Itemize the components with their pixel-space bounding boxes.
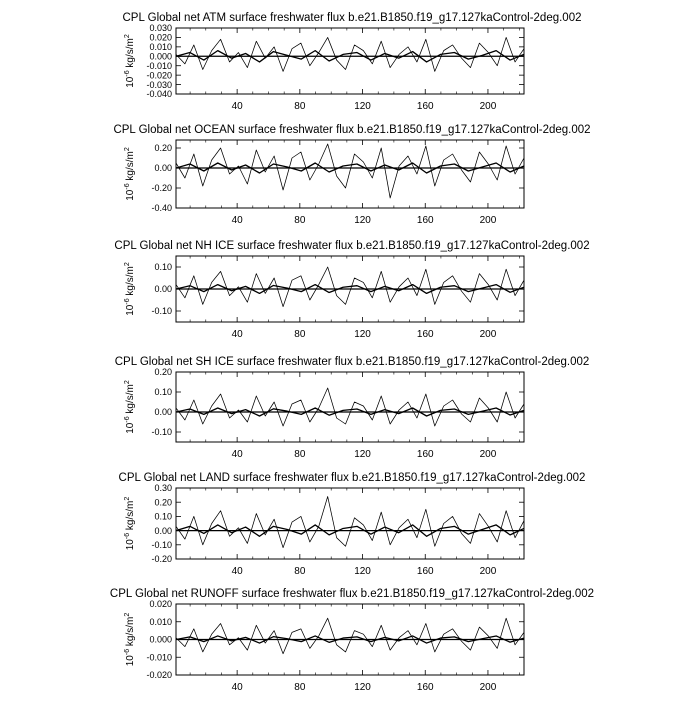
y-axis-label-power: 2 <box>124 262 131 267</box>
x-tick-label: 200 <box>479 449 497 460</box>
x-tick-label: 200 <box>479 215 497 226</box>
x-tick-label: 80 <box>294 215 306 226</box>
data-series-1 <box>176 144 524 198</box>
y-tick-label: -0.40 <box>151 203 172 214</box>
y-tick-label: -0.10 <box>151 540 172 550</box>
x-tick-label: 40 <box>231 566 243 577</box>
y-axis-label-base: 10 <box>125 539 136 551</box>
chart-panel-3 <box>114 240 589 340</box>
y-tick-label: 0.010 <box>149 42 172 53</box>
y-axis-label <box>124 34 136 88</box>
chart-panel-4 <box>115 356 590 460</box>
x-tick-label: 40 <box>231 682 243 693</box>
y-tick-label: 0.30 <box>154 483 172 494</box>
data-series-1 <box>176 618 524 654</box>
y-tick-label: 0.020 <box>149 599 172 610</box>
y-axis-label-units: kg/s/m <box>125 151 136 184</box>
x-tick-label: 120 <box>354 215 371 226</box>
x-tick-label: 200 <box>479 101 497 112</box>
chart-title: CPL Global net OCEAN surface freshwater flux b.e21.B1850.f19_g17.127kaControl-2deg.002 <box>113 124 591 136</box>
chart-title: CPL Global net LAND surface freshwater flux b.e21.B1850.f19_g17.127kaControl-2deg.002 <box>118 472 586 484</box>
plot-frame <box>176 28 524 94</box>
y-tick-label: 0.000 <box>149 51 172 62</box>
y-axis-label <box>124 497 136 551</box>
plot-frame <box>176 372 524 442</box>
y-axis-label-units: kg/s/m <box>125 384 136 417</box>
x-tick-label: 160 <box>416 682 434 693</box>
y-axis-label-exponent: -6 <box>124 648 131 656</box>
x-tick-label: 40 <box>231 449 243 460</box>
y-axis-label-power: 2 <box>124 34 131 39</box>
x-tick-label: 80 <box>294 101 306 112</box>
chart-title: CPL Global net RUNOFF surface freshwater flux b.e21.B1850.f19_g17.127kaControl-2deg.002 <box>109 588 595 600</box>
y-tick-label: -0.20 <box>151 183 172 194</box>
y-axis-label-power: 2 <box>124 496 131 501</box>
data-series-1 <box>176 388 524 426</box>
x-tick-label: 80 <box>294 449 306 460</box>
x-tick-label: 160 <box>416 101 434 112</box>
x-tick-label: 160 <box>416 329 434 340</box>
y-tick-label: 0.030 <box>149 23 172 34</box>
y-tick-label: 0.10 <box>154 387 172 398</box>
y-axis-label-units: kg/s/m <box>125 616 136 649</box>
y-axis-label-exponent: -6 <box>124 298 131 305</box>
x-tick-label: 160 <box>416 215 434 226</box>
x-tick-label: 200 <box>479 329 497 340</box>
x-tick-label: 40 <box>231 329 243 340</box>
y-tick-label: -0.040 <box>146 89 172 100</box>
y-tick-label: -0.10 <box>151 427 172 438</box>
y-tick-label: 0.20 <box>154 497 172 508</box>
y-tick-label: 0.00 <box>154 407 172 418</box>
y-axis-label-power: 2 <box>124 612 131 617</box>
x-tick-label: 80 <box>294 329 306 340</box>
y-tick-label: -0.10 <box>151 306 172 317</box>
x-tick-label: 120 <box>354 329 371 340</box>
chart-title: CPL Global net NH ICE surface freshwater flux b.e21.B1850.f19_g17.127kaControl-2deg.002 <box>114 240 590 252</box>
x-tick-label: 120 <box>354 101 371 112</box>
x-tick-label: 120 <box>354 566 371 577</box>
x-tick-label: 200 <box>479 566 497 577</box>
y-tick-label: 0.10 <box>154 511 172 522</box>
y-axis-label-power: 2 <box>124 380 131 385</box>
y-tick-label: 0.00 <box>154 525 172 536</box>
y-tick-label: 0.00 <box>154 284 172 295</box>
x-tick-label: 80 <box>294 566 306 577</box>
y-tick-label: -0.010 <box>146 652 172 663</box>
x-tick-label: 160 <box>416 566 434 577</box>
y-axis-label-base: 10 <box>125 655 136 667</box>
y-axis-label-base: 10 <box>125 422 136 434</box>
chart-panel-2 <box>113 124 590 226</box>
y-tick-label: -0.010 <box>146 60 172 71</box>
y-tick-label: -0.030 <box>146 79 172 90</box>
y-axis-label-exponent: -6 <box>124 416 131 423</box>
y-axis-label <box>124 613 136 667</box>
chart-panel-1 <box>122 12 581 112</box>
y-tick-label: 0.010 <box>149 616 172 627</box>
y-axis-label-exponent: -6 <box>124 532 131 540</box>
y-tick-label: -0.020 <box>146 670 172 681</box>
y-axis-label-units: kg/s/m <box>125 38 136 71</box>
chart-title: CPL Global net SH ICE surface freshwater flux b.e21.B1850.f19_g17.127kaControl-2deg.002 <box>114 356 590 368</box>
y-axis-label-exponent: -6 <box>124 70 131 77</box>
plot-frame <box>176 488 524 559</box>
chart-panel-6 <box>110 588 594 693</box>
chart-title: CPL Global net ATM surface freshwater flux b.e21.B1850.f19_g17.127kaControl-2deg.002 <box>122 12 582 24</box>
y-axis-label-power: 2 <box>124 147 131 152</box>
y-tick-label: 0.10 <box>154 262 172 273</box>
y-tick-label: 0.000 <box>149 634 172 645</box>
y-tick-label: 0.00 <box>154 163 172 174</box>
x-tick-label: 40 <box>231 101 243 112</box>
y-tick-label: -0.020 <box>146 70 172 81</box>
x-tick-label: 80 <box>294 682 306 693</box>
y-axis-label-units: kg/s/m <box>125 500 136 533</box>
y-axis-label-base: 10 <box>125 76 136 88</box>
data-series-1 <box>176 37 524 71</box>
x-tick-label: 200 <box>479 682 497 693</box>
y-axis-label-exponent: -6 <box>124 183 131 190</box>
y-axis-label <box>124 262 136 316</box>
x-tick-label: 160 <box>416 449 434 460</box>
y-axis-label <box>124 380 136 434</box>
y-axis-label <box>124 147 136 201</box>
y-tick-label: -0.20 <box>151 554 172 565</box>
y-axis-label-base: 10 <box>125 189 136 201</box>
chart-panel-5 <box>119 472 586 577</box>
y-axis-label-units: kg/s/m <box>125 266 136 299</box>
y-axis-label-base: 10 <box>125 304 136 316</box>
y-tick-label: 0.20 <box>154 367 172 378</box>
y-tick-label: 0.020 <box>149 32 172 43</box>
y-tick-label: 0.20 <box>154 143 172 154</box>
data-series-1 <box>176 497 524 548</box>
x-tick-label: 40 <box>231 215 243 226</box>
plot-frame <box>176 140 524 208</box>
x-tick-label: 120 <box>354 449 371 460</box>
x-tick-label: 120 <box>354 682 371 693</box>
